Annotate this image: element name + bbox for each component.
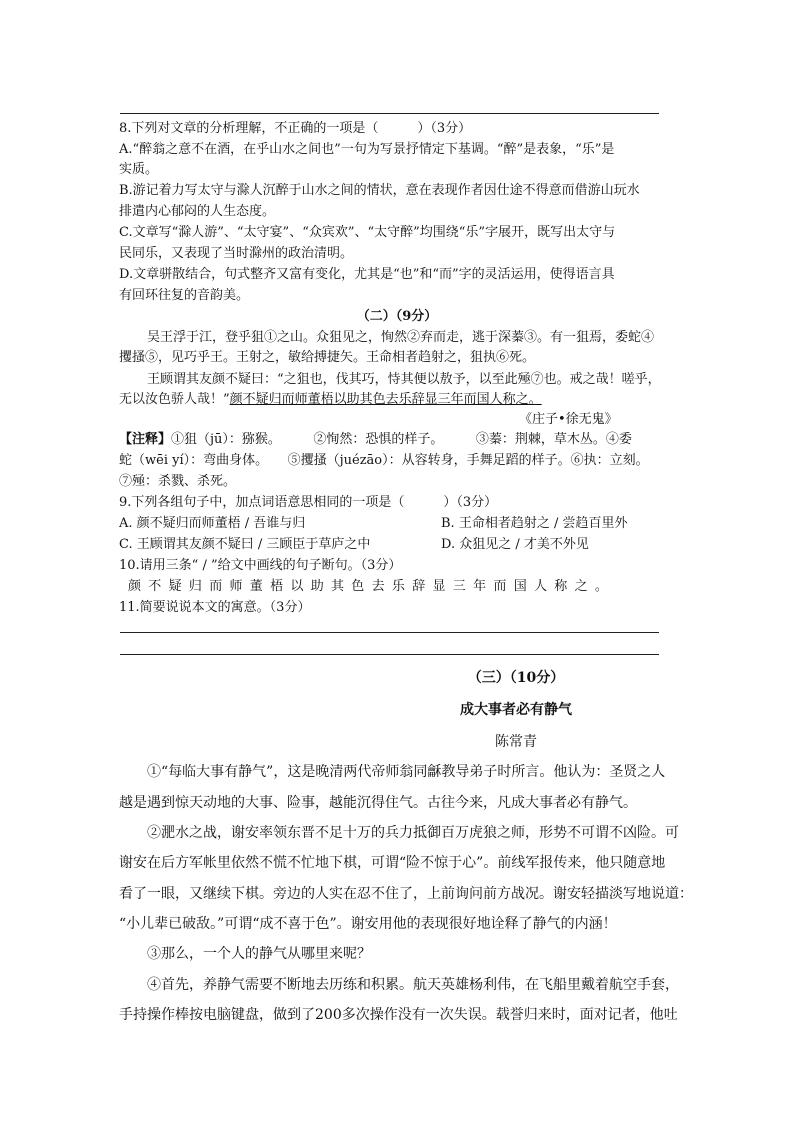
q8-option-c-cont: 民同乐，又表现了当时滁州的政治清明。 bbox=[119, 246, 354, 261]
notes-line3: ⑦殛：杀戮、杀死。 bbox=[119, 474, 237, 489]
q9-option-c: C. 王顾谓其友颜不疑曰 / 三顾臣于草庐之中 bbox=[119, 537, 371, 552]
q9-option-d: D. 众狙见之 / 才美不外见 bbox=[441, 537, 589, 552]
article-para2-cont1: 谢安在后方军帐里依然不慌不忙地下棋，可谓“险不惊于心”。前线军报传来，他只随意地 bbox=[119, 855, 666, 871]
answer-line bbox=[120, 113, 659, 114]
part3-heading: （三）（10分） bbox=[467, 670, 565, 686]
q8-option-d-cont: 有回环往复的音韵美。 bbox=[119, 288, 250, 303]
article-para1-cont: 越是遇到惊天动地的大事、险事，越能沉得住气。古往今来，凡成大事者必有静气。 bbox=[119, 795, 637, 811]
article-para4-cont: 手持操作棒按电脑键盘，做到了200多次操作没有一次失误。载誉归来时，面对记者，他吐 bbox=[119, 1007, 678, 1023]
answer-line bbox=[120, 632, 659, 633]
passage2-plain-text: 无以汝色骄人哉！” bbox=[119, 392, 230, 407]
article-para2-cont2: 看了一眼，又继续下棋。旁边的人实在忍不住了，上前询问前方战况。谢安轻描淡写地说道： bbox=[119, 886, 693, 902]
notes-line1 bbox=[119, 430, 632, 449]
q9-option-a: A. 颜不疑归而师董梧 / 吾谁与归 bbox=[119, 516, 306, 531]
q9-option-b: B. 王命相者趋射之 / 尝趋百里外 bbox=[441, 516, 628, 531]
q11-stem: 11.简要说说本文的寓意。（3分） bbox=[119, 600, 311, 615]
q8-option-b: B.游记着力写太守与滁人沉醉于山水之间的情状，意在表现作者因仕途不得意而借游山玩水 bbox=[119, 183, 640, 198]
notes-text1: ①狙（jū）：猕猴。 ②恂然：恐惧的样子。 ③蓁：荆棘，草木丛。④委 bbox=[171, 432, 632, 447]
article-author: 陈常青 bbox=[495, 734, 537, 750]
q9-stem: 9.下列各组句子中，加点词语意思相同的一项是（ ）（3分） bbox=[119, 495, 498, 510]
passage2-source: 《庄子•徐无鬼》 bbox=[519, 412, 618, 427]
notes-line2: 蛇（wēi yí）：弯曲身体。 ⑤攫搔（juézāo）：从容转身，手舞足蹈的样子。⑥执：立刻。 bbox=[119, 453, 649, 468]
q8-option-b-cont: 排遣内心郁闷的人生态度。 bbox=[119, 204, 276, 219]
q8-option-a: A.“醉翁之意不在酒，在乎山水之间也”一句为写景抒情定下基调。“醉”是表象，“乐”是 bbox=[119, 142, 615, 157]
underlined-sentence: 颜不疑归而师董梧以助其色去乐辞显三年而国人称之。 bbox=[229, 392, 542, 407]
q8-option-d: D.文章骈散结合，句式整齐又富有变化，尤其是“也”和“而”字的灵活运用，使得语言具 bbox=[119, 267, 615, 282]
article-title: 成大事者必有静气 bbox=[460, 702, 572, 718]
passage2-para1: 吴王浮于江，登乎狙①之山。众狙见之，恂然②弃而走，逃于深蓁③。有一狙焉，委蛇④ bbox=[147, 330, 655, 345]
article-para2: ②淝水之战，谢安率领东晋不足十万的兵力抵御百万虎狼之师，形势不可谓不凶险。可 bbox=[147, 825, 679, 841]
article-para2-cont3: “小儿辈已破敌。”可谓“成不喜于色”。谢安用他的表现很好地诠释了静气的内涵！ bbox=[119, 916, 617, 932]
passage2-para2-cont bbox=[119, 390, 542, 409]
part2-heading: （二）（9分） bbox=[356, 309, 438, 324]
answer-line bbox=[120, 654, 659, 655]
q10-stem: 10.请用三条“ / ”给文中画线的句子断句。（3分） bbox=[119, 558, 402, 573]
notes-label: 【注释】 bbox=[119, 432, 172, 447]
article-para1: ①“每临大事有静气”，这是晚清两代帝师翁同龢教导弟子时所言。他认为：圣贤之人 bbox=[147, 764, 666, 780]
passage2-para2: 王顾谓其友颜不疑曰：“之狙也，伐其巧，恃其便以敖予，以至此殛⑦也。戒之哉！嗟乎， bbox=[147, 372, 661, 387]
q8-stem: 8.下列对文章的分析理解，不正确的一项是（ ）（3分） bbox=[119, 121, 472, 136]
article-para4: ④首先，养静气需要不断地去历练和积累。航天英雄杨利伟，在飞船里戴着航空手套， bbox=[147, 977, 679, 993]
q10-sentence: 颜不疑归而师董梧以助其色去乐辞显三年而国人称之。 bbox=[128, 579, 616, 594]
article-para3: ③那么，一个人的静气从哪里来呢？ bbox=[147, 946, 371, 962]
passage2-para1-cont: 攫搔⑤，见巧乎王。王射之，敏给搏捷矢。王命相者趋射之，狙执⑥死。 bbox=[119, 350, 536, 365]
q8-option-c: C.文章写“滁人游”、“太守宴”、“众宾欢”、“太守醉”均围绕“乐”字展开，既写出太守与 bbox=[119, 225, 616, 240]
q8-option-a-cont: 实质。 bbox=[119, 162, 159, 177]
